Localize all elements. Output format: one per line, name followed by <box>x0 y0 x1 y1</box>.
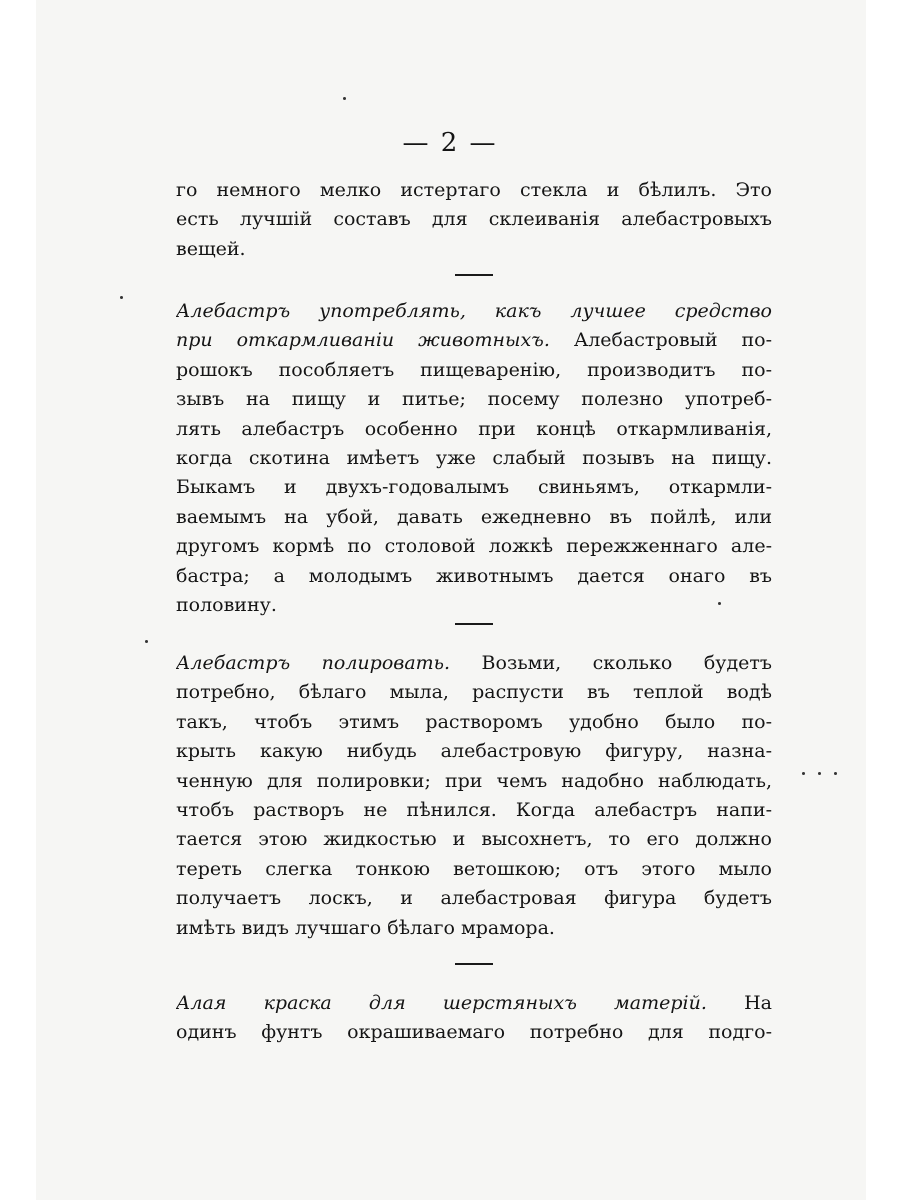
section-divider <box>455 623 493 625</box>
paragraph-alabaster-polish <box>176 649 772 943</box>
scan-speck <box>145 640 148 643</box>
scan-speck <box>120 296 123 299</box>
paragraph-continuation <box>176 176 772 264</box>
text-line: Алебастръ полировать. Возьми, сколько будетъ <box>176 652 772 674</box>
italic-heading: Алая краска для шерстяныхъ матерій. <box>176 992 707 1014</box>
paragraph-scarlet-dye <box>176 989 772 1048</box>
page-number: — 2 — <box>402 128 498 158</box>
text-line: Быкамъ и двухъ-годовалымъ свиньямъ, откармли- <box>176 476 772 499</box>
text-line: бастра; а молодымъ животнымъ дается онаго въ <box>176 564 772 587</box>
text-line: вещей. <box>176 237 246 260</box>
text-line: такъ, чтобъ этимъ растворомъ удобно было по- <box>176 710 772 733</box>
text-line: го немного мелко истертаго стекла и бѣлилъ. Это <box>176 179 772 201</box>
text-line: лять алебастръ особенно при концѣ откармливанія, <box>176 417 772 440</box>
section-divider <box>455 963 493 965</box>
text-line: Алебастръ употреблять, какъ лучшее средство <box>176 300 772 322</box>
text-line: чтобъ растворъ не пѣнился. Когда алебастръ напи- <box>176 798 772 821</box>
italic-heading: при откармливаніи животныхъ. <box>176 329 550 352</box>
text-line: ченную для полировки; при чемъ надобно наблюдать, <box>176 769 772 792</box>
scan-speck <box>718 602 721 605</box>
text-line: потребно, бѣлаго мыла, распусти въ теплой водѣ <box>176 681 772 704</box>
scan-speck <box>834 772 837 775</box>
text-line: ваемымъ на убой, давать ежедневно въ пойлѣ, или <box>176 505 772 528</box>
text-line: когда скотина имѣетъ уже слабый позывъ на пищу. <box>176 446 772 469</box>
text-line: Алая краска для шерстяныхъ матерій. На <box>176 992 772 1014</box>
italic-heading: Алебастръ полировать. <box>176 652 451 674</box>
text-line: есть лучшій составъ для склеиванія алебастровыхъ <box>176 208 772 231</box>
paragraph-alabaster-feeding <box>176 297 772 620</box>
text-line: тереть слегка тонкою ветошкою; отъ этого мыло <box>176 857 772 880</box>
text-line: половину. <box>176 593 277 616</box>
text-line: получаетъ лоскъ, и алебастровая фигура будетъ <box>176 887 772 910</box>
text-line: при откармливаніи животныхъ. Алебастровый по- <box>176 329 772 352</box>
text-line: крыть какую нибудь алебастровую фигуру, назна- <box>176 740 772 763</box>
text-line: одинъ фунтъ окрашиваемаго потребно для подго- <box>176 1021 772 1044</box>
scan-speck <box>802 772 805 775</box>
section-divider <box>455 274 493 276</box>
text-line: рошокъ пособляетъ пищеваренію, производитъ по- <box>176 358 772 381</box>
text-line: другомъ кормѣ по столовой ложкѣ пережженнаго але- <box>176 535 772 558</box>
scan-speck <box>343 97 346 100</box>
scan-speck <box>818 772 821 775</box>
text-line: имѣть видъ лучшаго бѣлаго мрамора. <box>176 916 555 939</box>
text-line: зывъ на пищу и питье; посему полезно употреб- <box>176 388 772 411</box>
text-line: тается этою жидкостью и высохнетъ, то его должно <box>176 828 772 851</box>
